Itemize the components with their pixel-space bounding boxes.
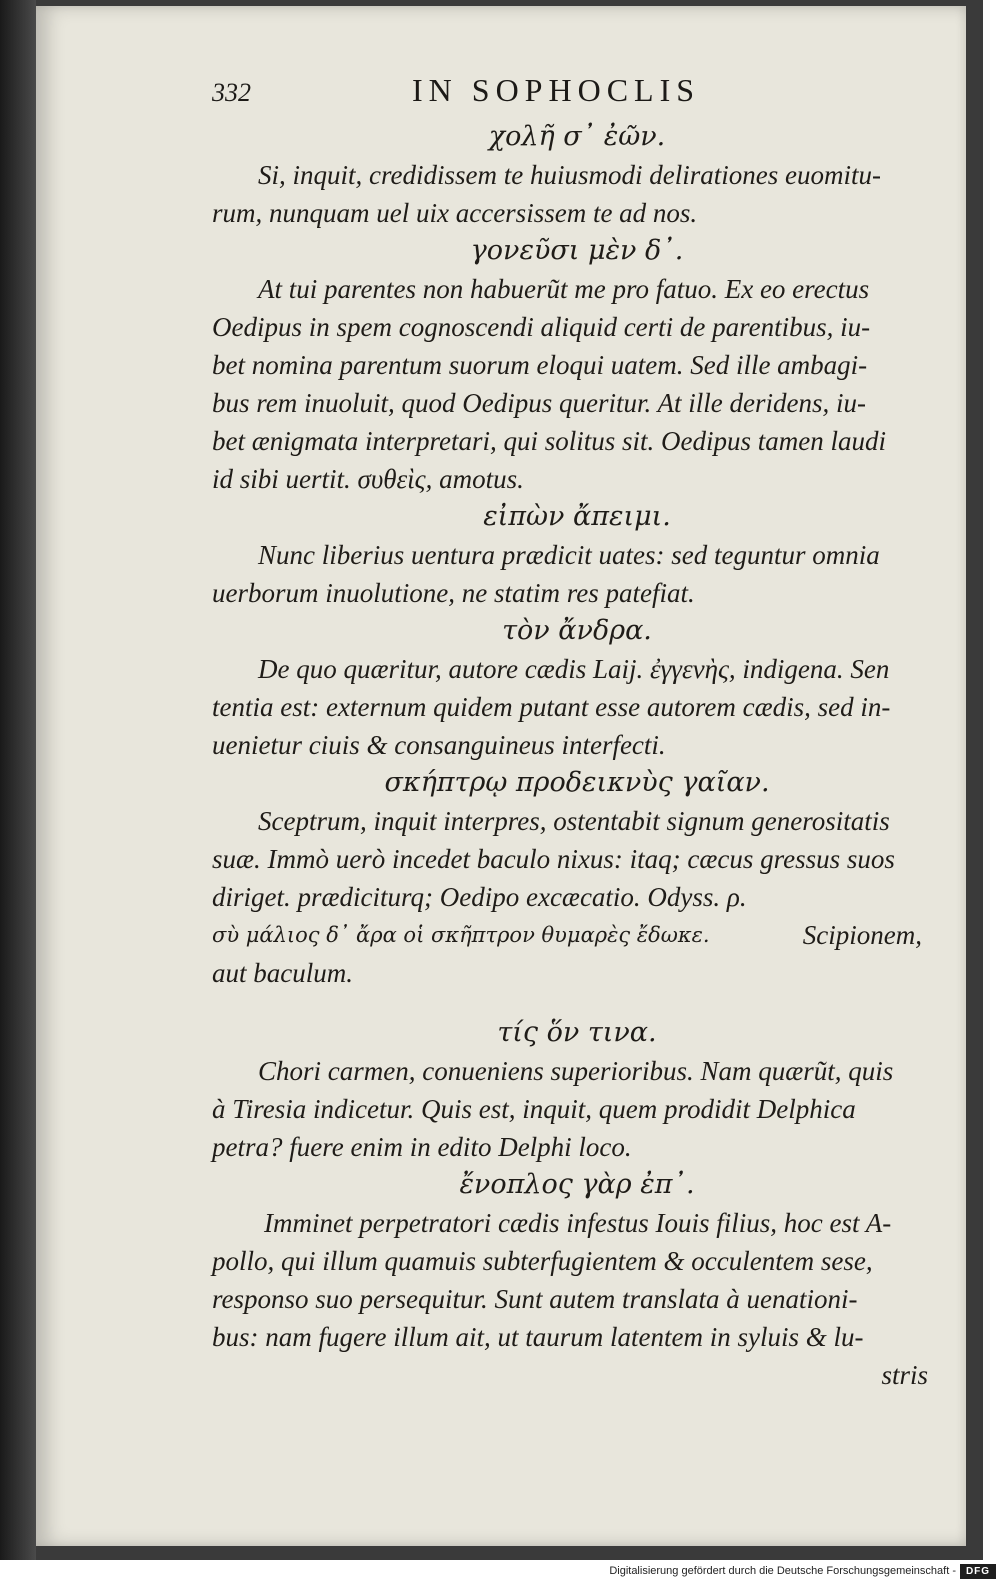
text-line: Sceptrum, inquit interpres, ostentabit signum generositatis: [258, 806, 890, 836]
text-line: suæ. Immò uerò incedet baculo nixus: itaq; cæcus gressus suos: [212, 844, 895, 874]
text-line: uerborum inuolutione, ne statim res patefiat.: [212, 578, 695, 608]
text-line: petra? fuere enim in edito Delphi loco.: [212, 1132, 632, 1162]
text-line: tentia est: externum quidem putant esse autorem cædis, sed in-: [212, 692, 891, 722]
text-line: pollo, qui illum quamuis subterfugientem & occulentem sese,: [212, 1246, 873, 1276]
text-line: Imminet perpetratori cædis infestus Iouis filius, hoc est A-: [264, 1208, 892, 1238]
footer-bar: [0, 1562, 1000, 1582]
greek-lemma: εἰπὼν ἄπειμι.: [483, 501, 671, 532]
text-line: uenietur ciuis & consanguineus interfecti.: [212, 730, 666, 760]
quotation-line: [212, 916, 942, 954]
text-line: id sibi uertit. συθεὶς, amotus.: [212, 464, 524, 494]
book-spine: [0, 0, 36, 1560]
text-line: responso suo persequitur. Sunt autem translata à uenationi-: [212, 1284, 858, 1314]
latin-gloss: Scipionem,: [802, 920, 922, 950]
text-line: bet ænigmata interpretari, qui solitus sit. Oedipus tamen laudi: [212, 426, 886, 456]
line-gap: [212, 992, 942, 1014]
page-text: [212, 118, 942, 1394]
greek-lemma: τίς ὅν τινα.: [497, 1017, 657, 1048]
catchword: stris: [881, 1360, 928, 1390]
text-line: à Tiresia indicetur. Quis est, inquit, quem prodidit Delphica: [212, 1094, 856, 1124]
text-line: Nunc liberius uentura prædicit uates: sed teguntur omnia: [258, 540, 880, 570]
greek-quotation: σὺ μάλιος δ᾿ ἄρα οἱ σκῆπτρον θυμαρὲς ἔδωκε.: [212, 923, 710, 947]
greek-lemma: τὸν ἄνδρα.: [502, 615, 652, 646]
text-line: diriget. prædiciturq; Oedipo excæcatio. Odyss. ρ.: [212, 882, 747, 912]
greek-lemma: γονεῦσι μὲν δ᾿.: [470, 235, 684, 266]
text-line: De quo quæritur, autore cædis Laij. ἐγγενὴς, indigena. Sen: [258, 654, 890, 684]
page-number: 332: [212, 78, 251, 107]
greek-lemma: χολῆ σ᾿ ἐῶν.: [488, 121, 666, 152]
text-line: bus rem inuoluit, quod Oedipus queritur. At ille deridens, iu-: [212, 388, 866, 418]
text-line: bet nomina parentum suorum eloqui uatem. Sed ille ambagi-: [212, 350, 868, 380]
text-line: Si, inquit, credidissem te huiusmodi delirationes euomitu-: [258, 160, 881, 190]
text-line: rum, nunquam uel uix accersissem te ad nos.: [212, 198, 698, 228]
footer-credit: Digitalisierung gefördert durch die Deutsche Forschungsgemeinschaft -: [609, 1565, 956, 1577]
text-line: Oedipus in spem cognoscendi aliquid certi de parentibus, iu-: [212, 312, 871, 342]
text-line: Chori carmen, conueniens superioribus. Nam quærũt, quis: [258, 1056, 894, 1086]
greek-lemma: σκήπτρῳ προδεικνὺς γαῖαν.: [384, 767, 770, 798]
greek-lemma: ἔνοπλος γὰρ ἐπ᾿.: [459, 1169, 695, 1200]
dfg-logo: DFG: [960, 1564, 996, 1579]
text-line: At tui parentes non habuerũt me pro fatuo. Ex eo erectus: [258, 274, 870, 304]
running-title: IN SOPHOCLIS: [412, 72, 701, 108]
text-line: bus: nam fugere illum ait, ut taurum latentem in syluis & lu-: [212, 1322, 864, 1352]
text-line: aut baculum.: [212, 958, 353, 988]
